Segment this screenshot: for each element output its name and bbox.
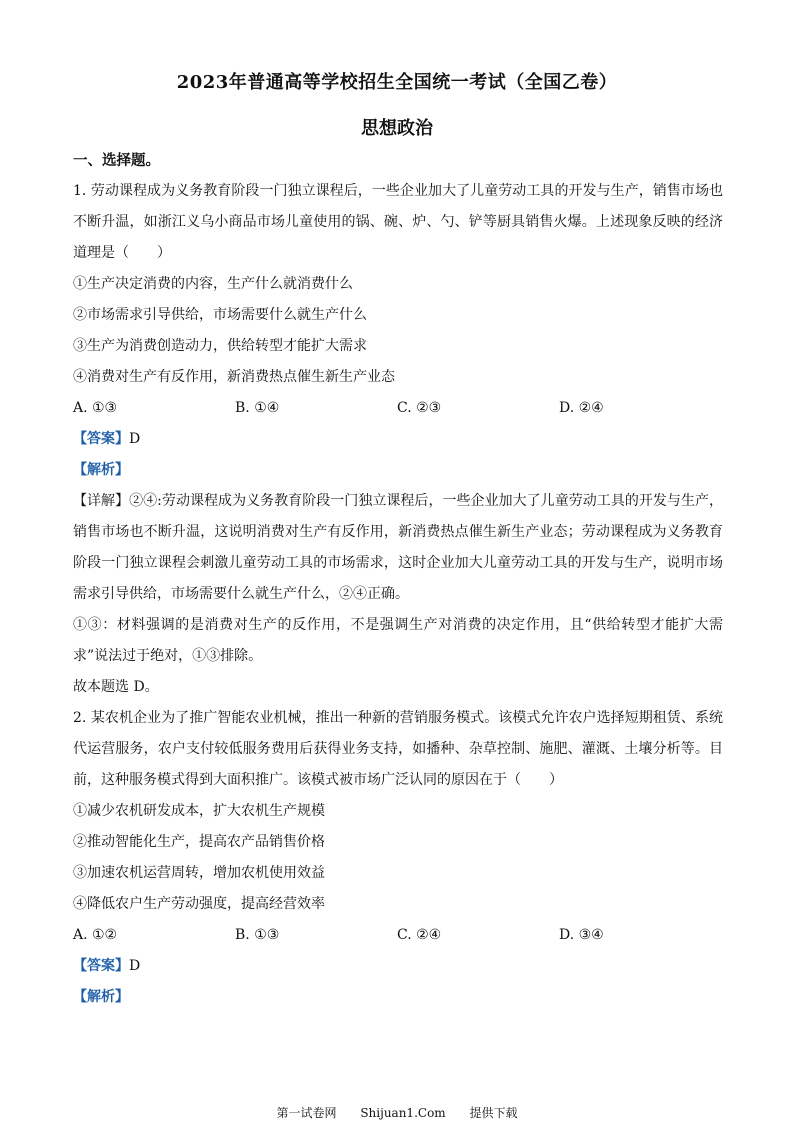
document-body [73, 145, 723, 1013]
q1-statement-2: ②市场需求引导供给，市场需要什么就生产什么 [73, 307, 367, 323]
q1-detail [73, 486, 723, 610]
q2-statement-4: ④降低农户生产劳动强度，提高经营效率 [73, 896, 325, 912]
q1-option-d: D. ②④ [559, 400, 604, 416]
detail-text: ②④:劳动课程成为义务教育阶段一门独立课程后，一些企业加大了儿童劳动工具的开发与生产，销售市场也不断升温，这说明消费对生产有反作用，新消费热点催生新生产业态；劳动课程成为义务教育阶段一门独立课程会刺激儿童劳动工具的市场需求，这时企业加大儿童劳动工具的开发与生产，说明市场需求引导供给，市场需要什么就生产什么，②④正确。 [73, 493, 724, 602]
q1-analysis [73, 455, 723, 486]
answer-tag: 【答案】 [73, 958, 129, 974]
answer-value: D [129, 958, 141, 974]
q2-option-a: A. ①② [73, 927, 118, 943]
section-title: 一、选择题。 [73, 152, 160, 169]
q2-option-b: B. ①③ [235, 927, 280, 943]
page-footer [0, 1104, 794, 1121]
question-1-stem: 1. 劳动课程成为义务教育阶段一门独立课程后，一些企业加大了儿童劳动工具的开发与生产，销售市场也不断升温，如浙江义乌小商品市场儿童使用的锅、碗、炉、勺、铲等厨具销售火爆。上述现象反映的经济道理是（ ） [73, 183, 723, 261]
analysis-tag: 【解析】 [73, 462, 129, 478]
exam-title: 2023年普通高等学校招生全国统一考试（全国乙卷） [176, 72, 618, 93]
q2-option-d: D. ③④ [559, 927, 604, 943]
answer-tag: 【答案】 [73, 431, 129, 447]
q2-statement-3: ③加速农机运营周转，增加农机使用效益 [73, 865, 325, 881]
q2-analysis [73, 982, 723, 1013]
q1-option-b: B. ①④ [235, 400, 280, 416]
question-2-stem: 2. 某农机企业为了推广智能农业机械，推出一种新的营销服务模式。该模式允许农户选择短期租赁、系统代运营服务，农户支付较低服务费用后获得业务支持，如播种、杂草控制、施肥、灌溉、土壤分析等。目前，这种服务模式得到大面积推广。该模式被市场广泛认同的原因在于（ ） [73, 710, 723, 788]
footer-site-url[interactable]: Shijuan1.Com [360, 1106, 446, 1120]
q2-option-c: C. ②④ [397, 927, 442, 943]
detail-tag: 【详解】 [73, 493, 130, 509]
q2-answer [73, 951, 723, 982]
q1-answer [73, 424, 723, 455]
q1-statement-4: ④消费对生产有反作用，新消费热点催生新生产业态 [73, 369, 395, 385]
analysis-tag: 【解析】 [73, 989, 129, 1005]
q1-option-a: A. ①③ [73, 400, 118, 416]
q2-statement-2: ②推动智能化生产，提高农产品销售价格 [73, 834, 325, 850]
q1-detail-2: ①③：材料强调的是消费对生产的反作用，不是强调生产对消费的决定作用，且“供给转型才能扩大需求”说法过于绝对，①③排除。 [73, 617, 723, 664]
footer-site-name: 第一试卷网 [276, 1106, 337, 1120]
q2-statement-1: ①减少农机研发成本，扩大农机生产规模 [73, 803, 325, 819]
q1-conclusion: 故本题选 D。 [73, 679, 159, 695]
q1-statement-1: ①生产决定消费的内容，生产什么就消费什么 [73, 276, 353, 292]
answer-value: D [129, 431, 141, 447]
subject-title: 思想政治 [361, 118, 433, 139]
q1-options [73, 393, 723, 424]
q2-options [73, 920, 723, 951]
q1-statement-3: ③生产为消费创造动力，供给转型才能扩大需求 [73, 338, 367, 354]
q1-option-c: C. ②③ [397, 400, 442, 416]
footer-download-text: 提供下载 [469, 1106, 518, 1120]
